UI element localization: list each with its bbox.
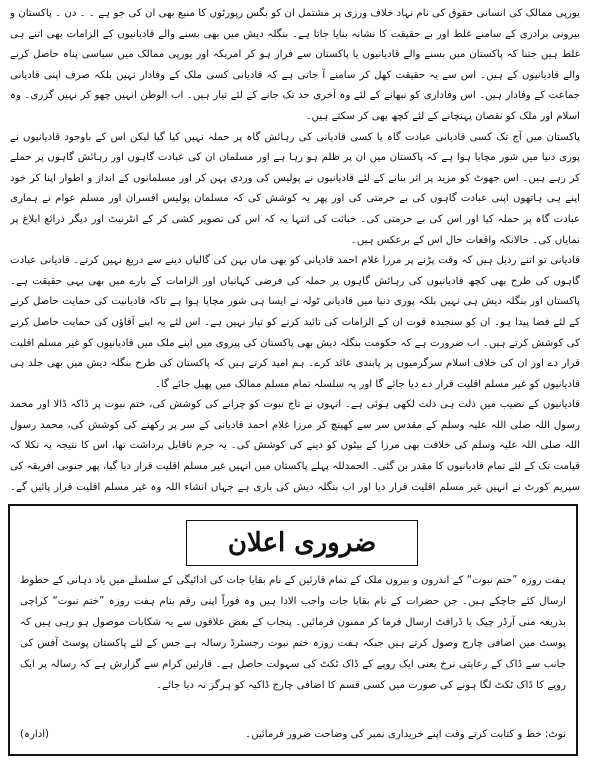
article-paragraph: یورپی ممالک کی انسانی حقوق کی نام نہاد خلاف ورزی پر مشتمل ان کو بگس رپورٹوں کا منبع بھی ان کی جو ہے ۔ ۔ دن ۔ پاکستان و بیرونی برادری کے سامنے غلط اور بے حقیقت کا نشانہ بنایا جاتا ہے۔ بنگلہ دیش میں بھی بسنے والے قادیانیوں کے الزامات بھی اتنے ہی غلط ہیں جتنا کہ پاکستان میں بسنے والے قادیانیوں یا پاکستان سے فرار ہو کر امریکہ اور یورپی ممالک میں سیاسی پناہ حاصل کرنے والے قادیانیوں کے ہیں۔ اس سے یہ حقیقت کھل کر سامنے آ جاتی ہے کہ قادیانی کسی ملک کے وفادار نہیں بلکہ صرف اپنی قادیانی جماعت کے وفادار ہیں۔ اس وفاداری کو نبھانے کے لئے وہ آخری حد تک جانے کے لئے تیار ہیں۔ اب الوطن انہیں چھو کر نہیں گزری۔ وہ اسلام اور ملک کو نقصان پہنچانے کے لئے کچھ بھی کر سکتے ہیں۔ (10, 8, 580, 122)
notice-title: ضروری اعلان (227, 528, 377, 558)
notice-body (20, 570, 566, 722)
article-body (10, 4, 580, 500)
article-paragraph: قادیانیوں کے نصیب میں ذلت ہی ذلت لکھی ہوئی ہے۔ انہوں نے تاج نبوت کو چرانے کی کوشش کی، ختم نبوت پر ڈاکہ ڈالا اور محمد رسول اللہ صلی اللہ علیہ وسلم کے مقدس سر سے کھینچ کر مرزا غلام احمد قادیانی کے سر پر رکھنے کی کوشش کی، محمد رسول اللہ صلی اللہ علیہ وسلم کی خلافت بھی مرزا کے بیٹوں کو دینے کی کوشش کی۔ یہ جرم ناقابل برداشت تھا، اس کا نتیجہ یہ نکلا کہ قیامت تک کے لئے تمام قادیانیوں کا مقدر بن گئی۔ الحمدللہ پہلے پاکستان میں انہیں غیر مسلم اقلیت قرار دیا گیا، پھر جنوبی افریقہ کی سپریم کورٹ نے انہیں غیر مسلم اقلیت قرار دیا اور اب بنگلہ دیش کی باری ہے جہاں انشاء اللہ وہ غیر مسلم اقلیت قرار پائیں گے۔ (10, 399, 580, 493)
notice-paragraph: ہفت روزہ ”ختم نبوت“ کے اندرون و بیرون ملک کے تمام قارئین کے نام بقایا جات کی ادائیگی کے سلسلے میں یاد دہانی کے خطوط ارسال کئے جاچکے ہیں۔ جن حضرات کے نام بقایا جات واجب الادا ہیں وہ فوراً اپنی رقم بنام ہفت روزہ ”ختم نبوت“ کراچی بذریعہ منی آرڈر چیک یا ڈرافٹ ارسال فرما کر ممنون فرمائیں۔ پنجاب کے بعض علاقوں سے یہ شکایات موصول ہو رہی ہیں کہ پوسٹ مین اضافی چارج وصول کرتے ہیں جبکہ ہفت روزہ ختم نبوت رجسٹرڈ رسالہ ہے جس کے لئے پاکستان پوسٹ آفس کی جانب سے ڈاک کے رعایتی نرخ یعنی ایک روپے کے ڈاک ٹکٹ کی سہولت حاصل ہے۔ قارئین کرام سے گزارش ہے کہ رسالہ پر ایک روپے کا ڈاک ٹکٹ لگا ہونے کی صورت میں کسی قسم کا اضافی چارج ڈاکیہ کو ہرگز نہ دیا جائے۔ (20, 575, 566, 691)
notice-footnote: نوٹ: خط و کتابت کرتے وقت اپنے خریداری نمبر کی وضاحت ضرور فرمائیں۔ (245, 729, 566, 740)
notice-box (8, 504, 578, 756)
notice-title-frame (186, 520, 418, 566)
notice-signature: (ادارہ) (20, 729, 50, 740)
article-paragraph: قادیانی تو اتنے رذیل ہیں کہ وقت پڑنے پر مرزا غلام احمد قادیانی کو بھی ماں بہن کی گالیاں دینے سے دریغ نہیں کرتے۔ قادیانی عبادت گاہوں کی طرح بھی کچھ قادیانیوں کی رہائش گاہوں پر حملہ کی فرضی کہانیاں اور الزامات کے بارے میں بھی یہی حقیقت ہے۔ پاکستان اور بنگلہ دیش ہی نہیں بلکہ پوری دنیا میں قادیانی ٹولہ نے ایسا ہی شور مچایا ہوا ہے تاکہ قادیانیت کی حمایت حاصل کرنے کے لئے فضا پیدا ہو۔ ان کو سنجیدہ قوت ان کے الزامات کی تائید کرنے کو تیار نہیں ہے۔ اس لئے یہ اپنے آقاؤں کی حمایت حاصل کرنے کی کوشش کرتے ہیں۔ اب ضرورت ہے کہ حکومت بنگلہ دیش بھی پاکستان کی پیروی میں اپنے ملک میں قادیانیوں کو غیر مسلم اقلیت قرار دے اور ان کی خلاف اسلام سرگرمیوں پر پابندی عائد کرے۔ ہم امید کرتے ہیں کہ پاکستان کی طرح بنگلہ دیش میں بھی جلد ہی قادیانیوں کو غیر مسلم اقلیت قرار دے دیا جائے گا اور یہ سلسلہ تمام مسلم ممالک میں پھیل جائے گا۔ (10, 255, 580, 390)
notice-footer (20, 724, 566, 746)
article-paragraph: پاکستان میں آج تک کسی قادیانی عبادت گاہ یا کسی قادیانی کی رہائش گاہ پر حملہ نہیں کیا گیا لیکن اس کے باوجود قادیانیوں نے پوری دنیا میں شور مچایا ہوا ہے کہ پاکستان میں ان پر ظلم ہو رہا ہے اور مسلمان ان کی عبادت گاہوں اور رہائش گاہوں پر حملے کر رہے ہیں۔ اس جھوٹ کو مزید پر اثر بنانے کے لئے قادیانیوں نے پولیس کی وردی پہن کر اور مسلمانوں کے انداز و اطوار اپنا کر خود اپنے ہی ہاتھوں اپنی عبادت گاہوں کی بے حرمتی کی اور پھر یہ کوشش کی کہ مسلمان پولیس افسران اور مسلم عوام نے ہماری عبادت گاہ پر حملہ کیا اور اس کی بے حرمتی کی۔ خباثت کی انتہا یہ کہ اس کی تصویر کشی کر کے انٹرنیٹ اور دیگر ذرائع ابلاغ پر نمایاں کی۔ حالانکہ واقعات حال اس کے برعکس ہیں۔ (10, 131, 580, 246)
